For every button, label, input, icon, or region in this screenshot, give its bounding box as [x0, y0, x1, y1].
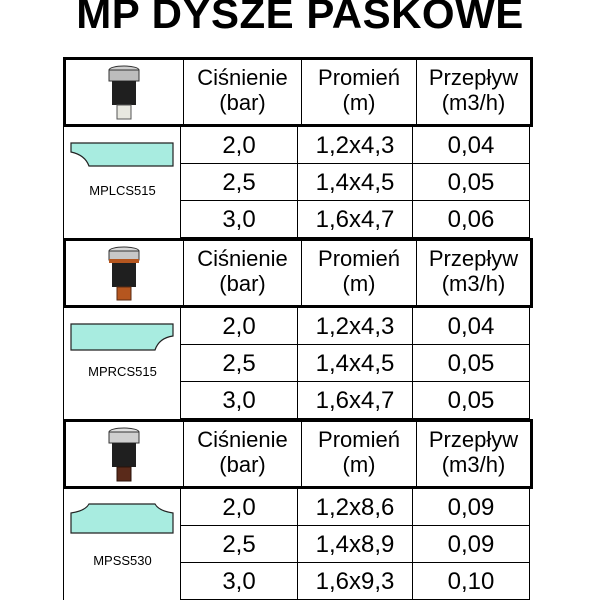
nozzle-stem	[117, 105, 131, 119]
pressure-header: Ciśnienie (bar)	[183, 422, 301, 486]
nozzle-image	[106, 246, 142, 304]
model-cell	[63, 127, 180, 238]
nozzle-image	[106, 65, 142, 123]
nozzle-stem	[117, 287, 131, 300]
page-title: MP DYSZE PASKOWE	[76, 0, 524, 37]
table-row: 2,0 1,2x4,3 0,04	[180, 308, 533, 345]
flow-header: Przepływ (m3/h)	[416, 241, 530, 305]
table-row: 2,5 1,4x4,5 0,05	[180, 164, 533, 201]
nozzle-stem	[117, 467, 131, 481]
nozzle-image-cell	[66, 422, 183, 486]
table-row: 3,0 1,6x9,3 0,10	[180, 563, 533, 600]
pressure-header: Ciśnienie (bar)	[183, 241, 301, 305]
model-label: MPSS530	[93, 553, 152, 568]
flow-header: Przepływ (m3/h)	[416, 422, 530, 486]
model-label: MPLCS515	[89, 183, 156, 198]
table-row: 2,0 1,2x4,3 0,04	[180, 127, 533, 164]
table-body	[63, 308, 533, 419]
radius-header: Promień (m)	[301, 60, 416, 124]
table-body	[63, 127, 533, 238]
table-row: 2,5 1,4x8,9 0,09	[180, 526, 533, 563]
pressure-header: Ciśnienie (bar)	[183, 60, 301, 124]
spray-pattern-icon	[69, 501, 175, 537]
nozzle-table	[63, 57, 533, 600]
nozzle-image	[106, 427, 142, 485]
spray-pattern-icon	[69, 139, 175, 171]
model-cell	[63, 308, 180, 419]
table-row: 2,5 1,4x4,5 0,05	[180, 345, 533, 382]
table-header	[63, 419, 533, 489]
model-cell	[63, 489, 180, 600]
table-header	[63, 238, 533, 308]
radius-header: Promień (m)	[301, 422, 416, 486]
nozzle-image-cell	[66, 60, 183, 124]
table-header	[63, 57, 533, 127]
table-row: 3,0 1,6x4,7 0,05	[180, 382, 533, 419]
flow-header: Przepływ (m3/h)	[416, 60, 530, 124]
nozzle-image-cell	[66, 241, 183, 305]
table-row: 3,0 1,6x4,7 0,06	[180, 201, 533, 238]
radius-header: Promień (m)	[301, 241, 416, 305]
model-label: MPRCS515	[88, 364, 157, 379]
spray-pattern-icon	[69, 320, 175, 354]
table-body	[63, 489, 533, 600]
table-row: 2,0 1,2x8,6 0,09	[180, 489, 533, 526]
